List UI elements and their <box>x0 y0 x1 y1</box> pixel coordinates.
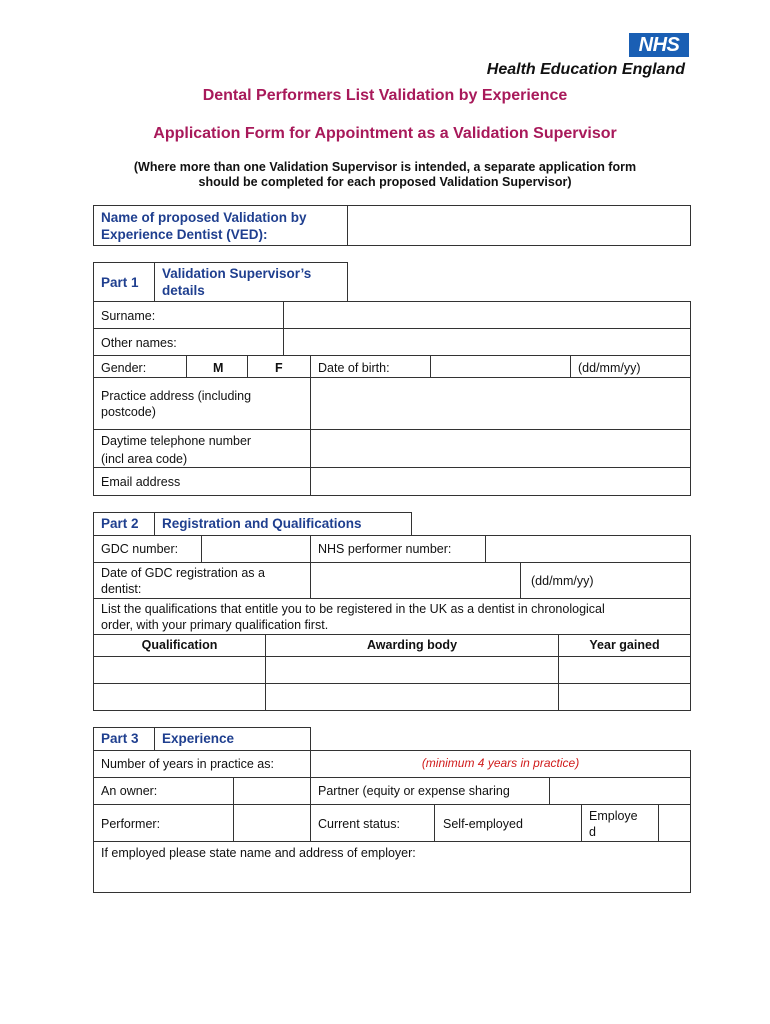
document-title: Dental Performers List Validation by Experience <box>202 87 568 104</box>
self-employed-label: Self-employed <box>443 817 523 831</box>
employed-checkbox[interactable] <box>659 805 690 841</box>
qualification-cell[interactable] <box>94 657 265 683</box>
part1-title-line1: Validation Supervisor’s <box>162 266 312 281</box>
performer-years-field[interactable] <box>234 805 310 841</box>
email-field[interactable] <box>311 468 690 495</box>
practice-address-field[interactable] <box>311 378 690 429</box>
current-status-label: Current status: <box>318 817 400 831</box>
column-awarding-body: Awarding body <box>366 638 458 652</box>
telephone-label <box>101 432 251 468</box>
column-qualification: Qualification <box>141 638 218 652</box>
part3-title: Experience <box>162 731 235 746</box>
instructions-line2: order, with your primary qualification first. <box>101 618 329 632</box>
surname-field[interactable] <box>284 302 690 328</box>
gender-male-option[interactable]: M <box>213 361 224 375</box>
note-line-1: (Where more than one Validation Supervisor is intended, a separate application form <box>133 160 637 174</box>
gdc-registration-date-field[interactable] <box>311 563 520 598</box>
part1-label: Part 1 <box>101 275 139 290</box>
owner-label: An owner: <box>101 784 158 798</box>
ved-label-line1: Name of proposed Validation by <box>101 210 307 225</box>
phone-label-line1: Daytime telephone number <box>101 434 252 448</box>
other-names-field[interactable] <box>284 329 690 355</box>
performer-label: Performer: <box>101 817 161 831</box>
dob-label: Date of birth: <box>318 361 390 375</box>
ved-label <box>101 209 307 243</box>
note-line-2: should be completed for each proposed Validation Supervisor) <box>198 175 572 189</box>
part3-label: Part 3 <box>101 731 139 746</box>
employer-details-label: If employed please state name and address of employer: <box>101 846 416 860</box>
employer-details-field[interactable] <box>94 862 690 892</box>
form-note <box>80 160 690 190</box>
part1-title-line2: details <box>162 283 205 298</box>
instructions-line1: List the qualifications that entitle you to be registered in the UK as a dentist in chronological <box>101 602 605 616</box>
registration-label-line1: Date of GDC registration as a <box>101 566 265 580</box>
registration-date-format: (dd/mm/yy) <box>531 574 594 588</box>
registration-label-line2: dentist: <box>101 582 142 596</box>
employed-label-line2: d <box>589 825 596 839</box>
owner-years-field[interactable] <box>234 778 310 804</box>
part2-title: Registration and Qualifications <box>162 516 362 531</box>
phone-label-line2: (incl area code) <box>101 452 188 466</box>
years-in-practice-label: Number of years in practice as: <box>101 757 274 771</box>
qualifications-instructions <box>101 601 605 633</box>
awarding-body-cell[interactable] <box>266 657 558 683</box>
address-label-line1: Practice address (including <box>101 389 252 403</box>
years-in-practice-hint[interactable]: (minimum 4 years in practice) <box>421 756 580 770</box>
dob-format: (dd/mm/yy) <box>578 361 641 375</box>
other-names-label: Other names: <box>101 336 177 350</box>
organisation-name: Health Education England <box>486 61 685 78</box>
address-label-line2: postcode) <box>101 405 156 419</box>
awarding-body-cell[interactable] <box>266 684 558 710</box>
email-label: Email address <box>101 475 181 489</box>
dob-field[interactable] <box>431 356 570 377</box>
form-title: Application Form for Appointment as a Validation Supervisor <box>153 125 617 142</box>
gdc-registration-label <box>101 565 265 597</box>
partner-label: Partner (equity or expense sharing <box>318 784 510 798</box>
year-gained-cell[interactable] <box>559 657 690 683</box>
gdc-number-field[interactable] <box>202 536 310 562</box>
nhs-performer-label: NHS performer number: <box>318 542 452 556</box>
nhs-logo: NHS <box>629 33 689 57</box>
nhs-performer-field[interactable] <box>486 536 690 562</box>
qualification-cell[interactable] <box>94 684 265 710</box>
gender-label: Gender: <box>101 361 147 375</box>
practice-address-label <box>101 388 251 420</box>
surname-label: Surname: <box>101 309 156 323</box>
gender-female-option[interactable]: F <box>275 361 283 375</box>
year-gained-cell[interactable] <box>559 684 690 710</box>
gdc-number-label: GDC number: <box>101 542 179 556</box>
telephone-field[interactable] <box>311 430 690 467</box>
column-year-gained: Year gained <box>589 638 660 652</box>
partner-years-field[interactable] <box>550 778 690 804</box>
ved-label-line2: Experience Dentist (VED): <box>101 227 268 242</box>
part1-title <box>162 265 311 299</box>
part2-label: Part 2 <box>101 516 139 531</box>
ved-name-field[interactable] <box>348 206 690 245</box>
employed-label <box>589 808 638 840</box>
employed-label-line1: Employe <box>589 809 638 823</box>
